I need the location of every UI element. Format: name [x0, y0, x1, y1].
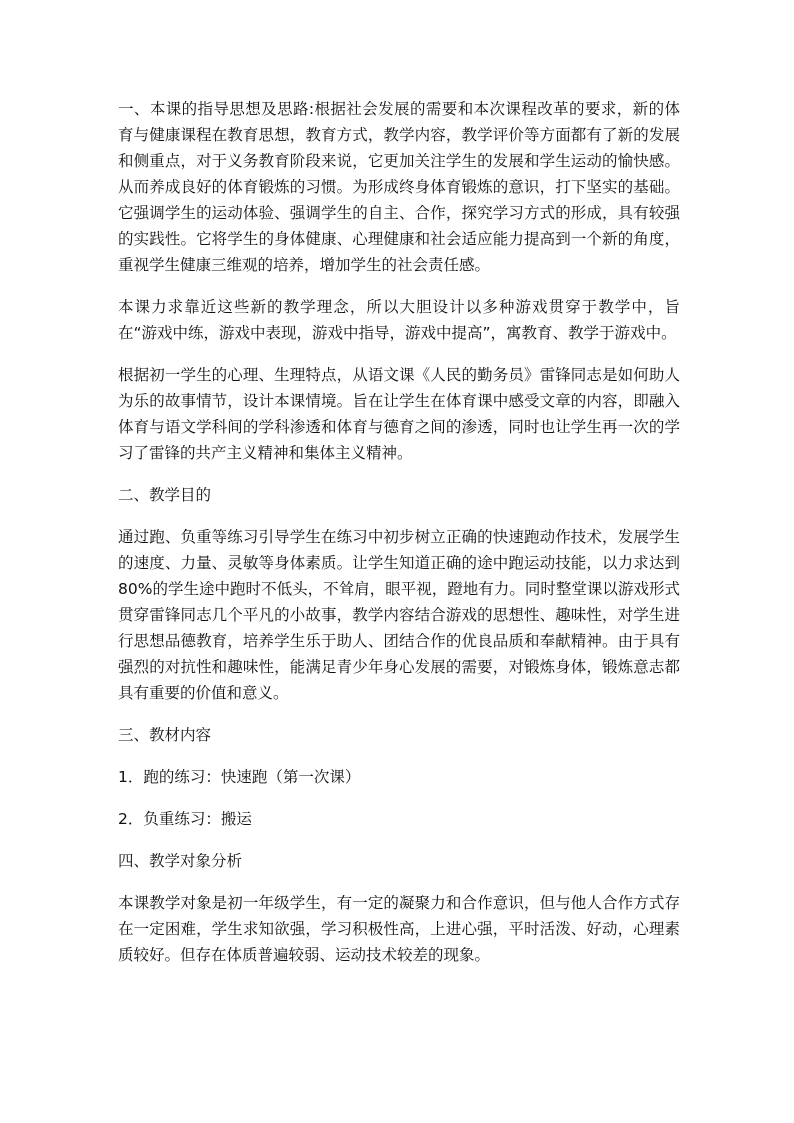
document-page: [118, 96, 680, 984]
lesson-situation-paragraph: 根据初一学生的心理、生理特点，从语文课《人民的勤务员》雷锋同志是如何助人为乐的故事情节，设计本课情境。旨在让学生在体育课中感受文章的内容，即融入体育与语文学科间的学科渗透和体育与德育之间的渗透，同时也让学生再一次的学习了雷锋的共产主义精神和集体主义精神。: [118, 366, 680, 462]
content-item-running: 1．跑的练习：快速跑（第一次课）: [118, 768, 361, 786]
student-analysis-paragraph: 本课教学对象是初一年级学生，有一定的凝聚力和合作意识，但与他人合作方式存在一定困难，学生求知欲强，学习积极性高，上进心强，平时活泼、好动，心理素质较好。但存在体质普遍较弱、运动技术较差的现象。: [118, 894, 680, 964]
section-heading-student-analysis: 四、教学对象分析: [118, 852, 243, 870]
section-heading-teaching-purpose: 二、教学目的: [118, 486, 212, 504]
teaching-concept-paragraph: 本课力求靠近这些新的教学理念，所以大胆设计以多种游戏贯穿于教学中，旨在“游戏中练，游戏中表现，游戏中指导，游戏中提高”，寓教育、教学于游戏中。: [118, 298, 680, 342]
section-heading-teaching-content: 三、教材内容: [118, 726, 212, 744]
teaching-purpose-paragraph: 通过跑、负重等练习引导学生在练习中初步树立正确的快速跑动作技术，发展学生的速度、力量、灵敏等身体素质。让学生知道正确的途中跑运动技能，以力求达到80%的学生途中跑时不低头，不耸肩，眼平视，蹬地有力。同时整堂课以游戏形式贯穿雷锋同志几个平凡的小故事，教学内容结合游戏的思想性、趣味性，对学生进行思想品德教育，培养学生乐于助人、团结合作的优良品质和奉献精神。由于具有强烈的对抗性和趣味性，能满足青少年身心发展的需要，对锻炼身体，锻炼意志都具有重要的价值和意义。: [118, 528, 680, 702]
guiding-ideology-paragraph: 一、本课的指导思想及思路:根据社会发展的需要和本次课程改革的要求，新的体育与健康课程在教育思想，教育方式，教学内容，教学评价等方面都有了新的发展和侧重点，对于义务教育阶段来说，它更加关注学生的发展和学生运动的愉快感。从而养成良好的体育锻炼的习惯。为形成终身体育锻炼的意识，打下坚实的基础。它强调学生的运动体验、强调学生的自主、合作，探究学习方式的形成，具有较强的实践性。它将学生的身体健康、心理健康和社会适应能力提高到一个新的角度，重视学生健康三维观的培养，增加学生的社会责任感。: [118, 100, 680, 274]
content-item-weight-bearing: 2．负重练习：搬运: [118, 810, 252, 828]
